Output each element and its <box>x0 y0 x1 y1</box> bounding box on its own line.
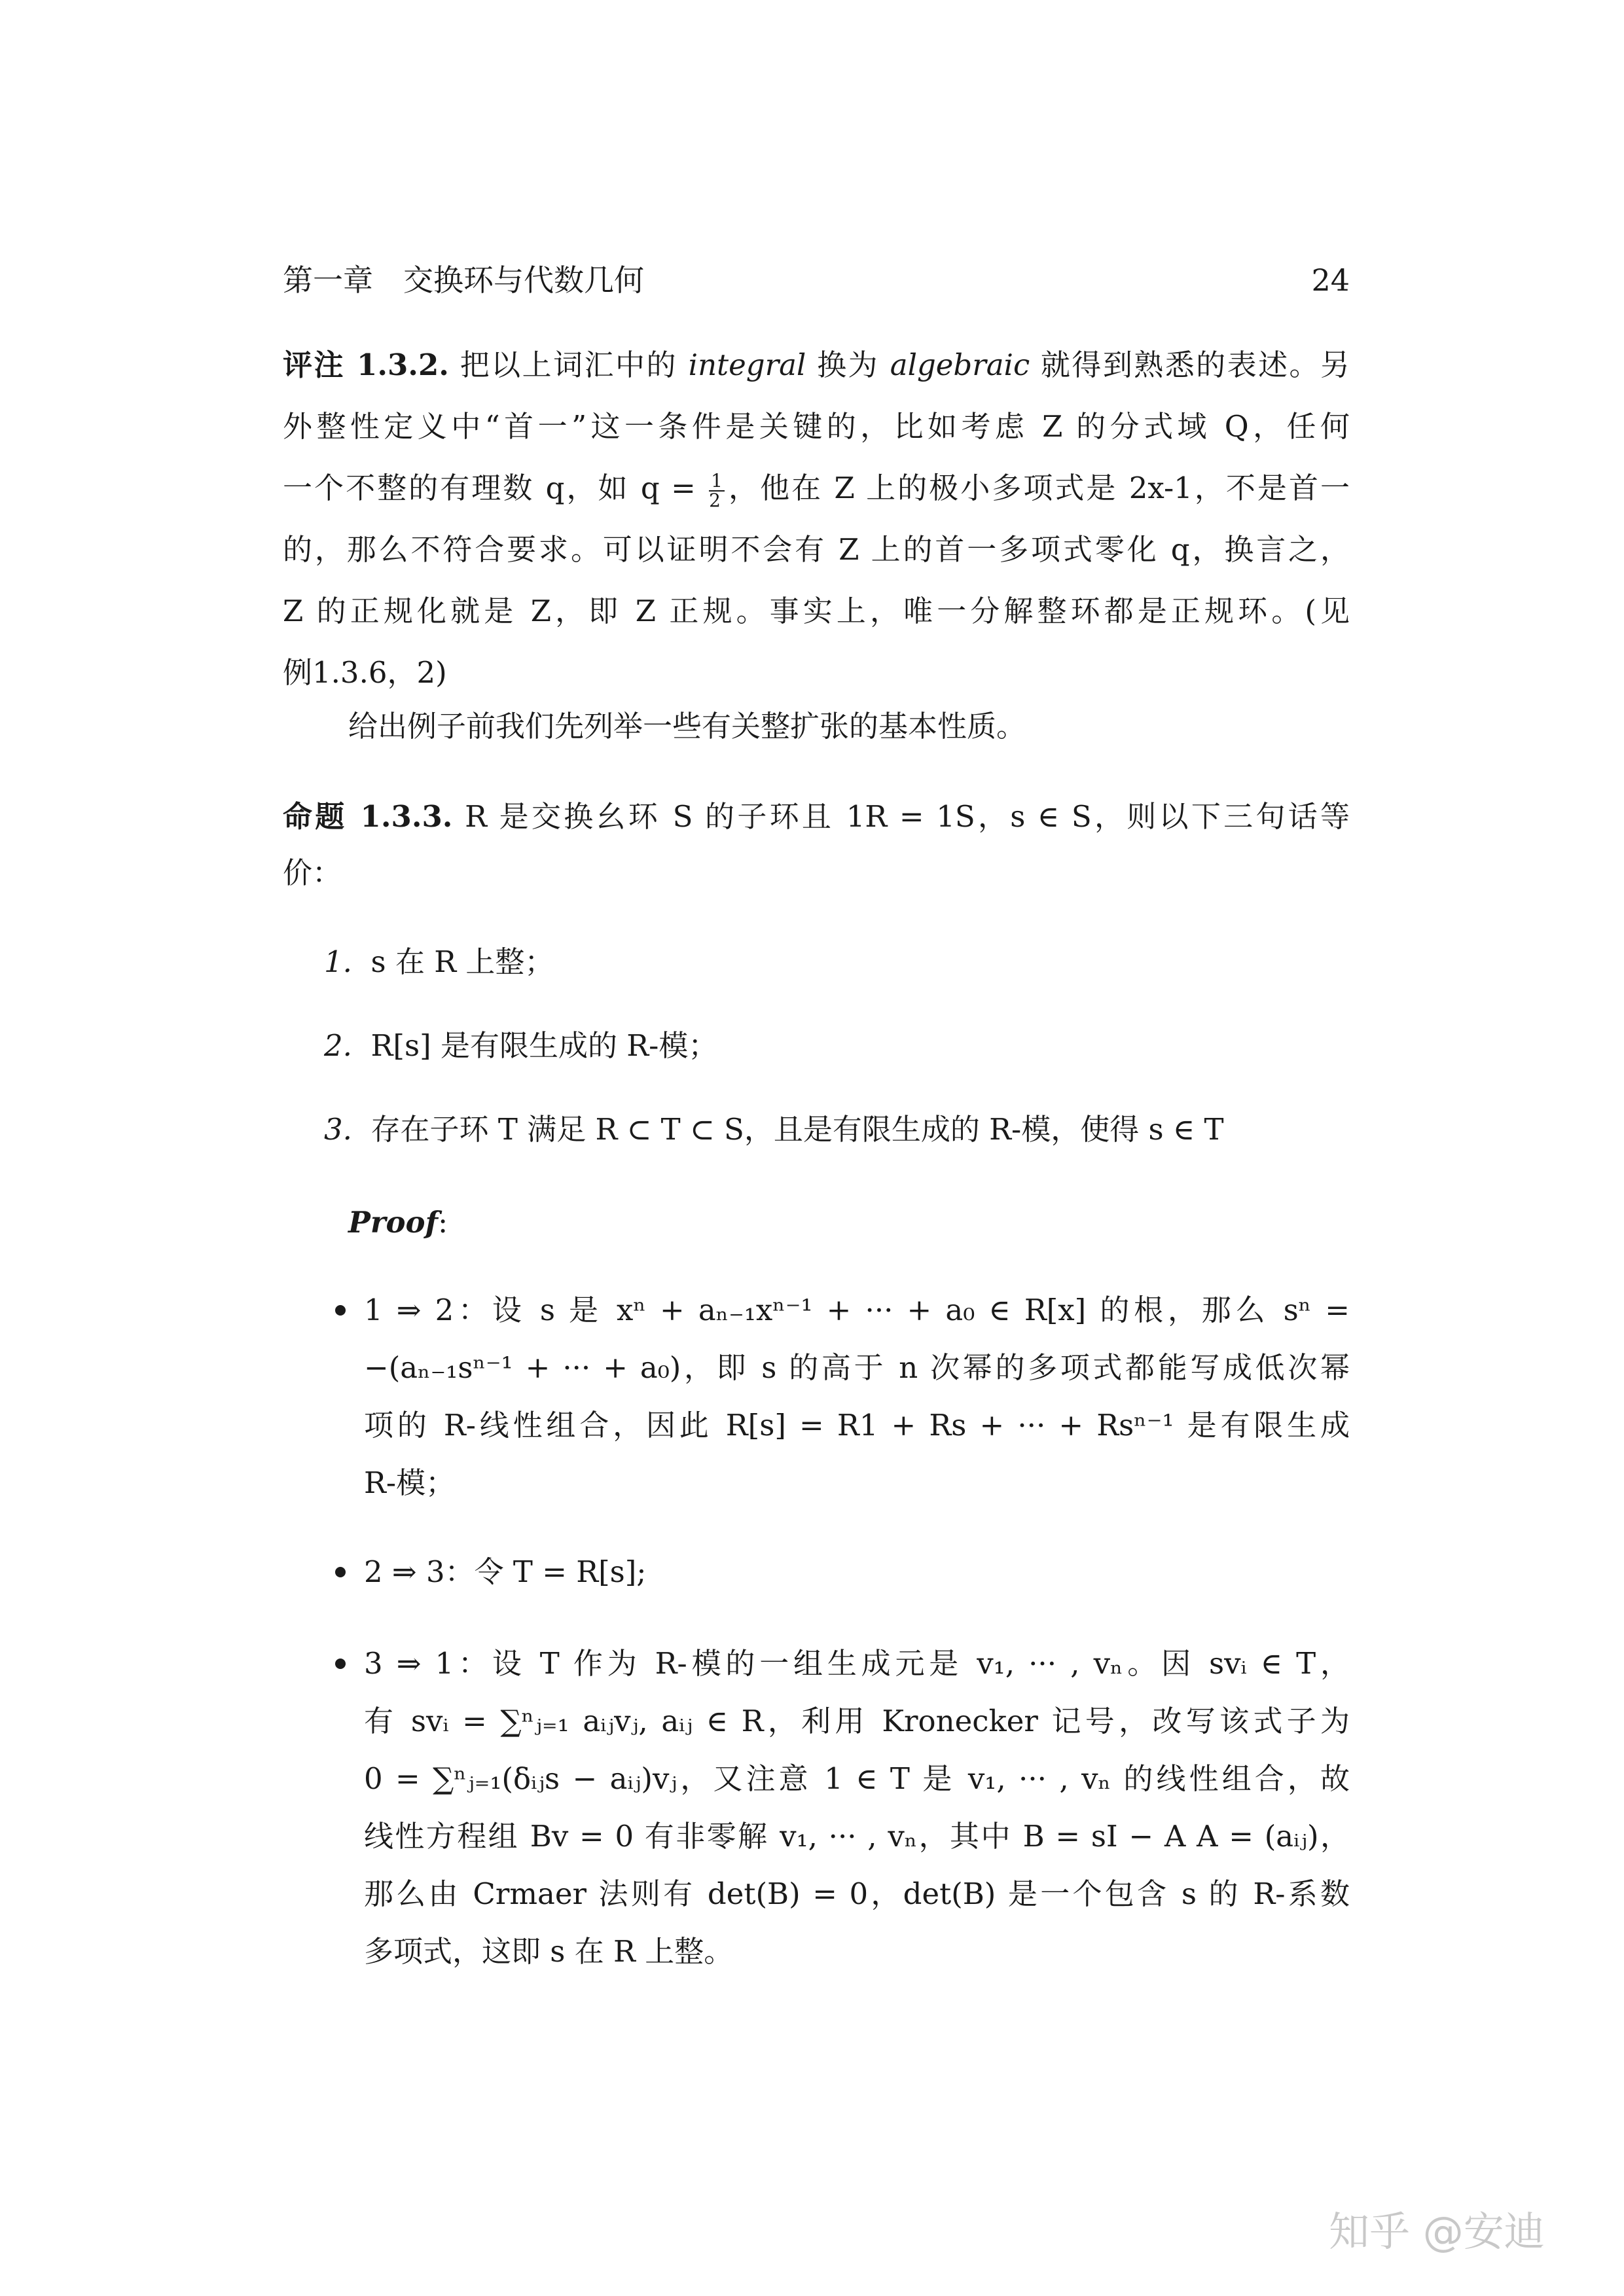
proof-b1-line-3: 项的 R-线性组合，因此 R[s] = R1 + Rs + ··· + Rsⁿ⁻¹ 是有限生成 <box>364 1408 1350 1443</box>
watermark: 知乎 @安迪 <box>1329 2208 1545 2255</box>
proof-b3-line-1: 3 ⇒ 1：设 T 作为 R-模的一组生成元是 v₁, ··· , vₙ。因 svᵢ ∈ T， <box>364 1646 1350 1681</box>
running-header-chapter: 第一章 交换环与代数几何 <box>283 262 644 298</box>
remark-label: 评注 1.3.2. <box>283 348 449 382</box>
page-number: 24 <box>1311 262 1350 298</box>
bullet-2 <box>335 1567 346 1577</box>
list-item-3: 3. 存在子环 T 满足 R ⊂ T ⊂ S，且是有限生成的 R-模，使得 s ∈ T <box>324 1112 1224 1147</box>
proof-b3-line-4: 线性方程组 Bv = 0 有非零解 v₁, ··· , vₙ，其中 B = sI − A A = (aᵢⱼ)， <box>364 1819 1350 1854</box>
list-item-1: 1. s 在 R 上整； <box>324 944 554 979</box>
list-item-2: 2. R[s] 是有限生成的 R-模； <box>324 1028 718 1063</box>
remark-line-5: Z 的正规化就是 Z，即 Z 正规。事实上，唯一分解整环都是正规环。(见 <box>283 594 1350 628</box>
proof-b3-line-6: 多项式，这即 s 在 R 上整。 <box>364 1934 734 1969</box>
proof-b3-line-3: 0 = ∑ⁿⱼ₌₁(δᵢⱼs − aᵢⱼ)vⱼ，又注意 1 ∈ T 是 v₁, ··· , vₙ 的线性组合，故 <box>364 1761 1350 1796</box>
remark-line-4: 的，那么不符合要求。可以证明不会有 Z 上的首一多项式零化 q，换言之， <box>283 532 1350 567</box>
term-algebraic: algebraic <box>890 348 1030 382</box>
proof-heading: Proof: <box>348 1205 448 1240</box>
remark-line-6: 例1.3.6，2) <box>283 655 447 690</box>
proof-b1-line-1: 1 ⇒ 2：设 s 是 xⁿ + aₙ₋₁xⁿ⁻¹ + ··· + a₀ ∈ R[x] 的根，那么 sⁿ = <box>364 1293 1350 1327</box>
proof-b2-line-1: 2 ⇒ 3：令 T = R[s]; <box>364 1554 647 1589</box>
remark-line-2: 外整性定义中“首一”这一条件是关键的，比如考虑 Z 的分式域 Q，任何 <box>283 409 1350 444</box>
proposition-label: 命题 1.3.3. <box>283 799 453 834</box>
proposition-line-1: 命题 1.3.3. R 是交换幺环 S 的子环且 1R = 1S，s ∈ S，则以下三句话等 <box>283 799 1350 834</box>
proposition-line-2: 价： <box>283 855 342 890</box>
proof-b1-line-4: R-模； <box>364 1465 456 1500</box>
proof-b3-line-5: 那么由 Crmaer 法则有 det(B) = 0，det(B) 是一个包含 s 的 R-系数 <box>364 1876 1350 1911</box>
remark-line-1: 评注 1.3.2. 把以上词汇中的 integral 换为 algebraic 就得到熟悉的表述。另 <box>283 348 1350 382</box>
bullet-3 <box>335 1659 346 1669</box>
bullet-1 <box>335 1305 346 1316</box>
remark-line-3: 一个不整的有理数 q，如 q = $\frac{1}{2}$ ，他在 Z 上的极小多项式是 2x-1，不是首一 <box>283 469 1350 511</box>
fraction-one-half: $\frac{1}{2}$ <box>709 472 725 510</box>
proof-b3-line-2: 有 svᵢ = ∑ⁿⱼ₌₁ aᵢⱼvⱼ, aᵢⱼ ∈ R，利用 Kronecker 记号，改写该式子为 <box>364 1704 1350 1738</box>
proof-b1-line-2: −(aₙ₋₁sⁿ⁻¹ + ··· + a₀)，即 s 的高于 n 次幂的多项式都能写成低次幂 <box>364 1350 1350 1385</box>
intro-paragraph: 给出例子前我们先列举一些有关整扩张的基本性质。 <box>348 709 1026 744</box>
term-integral: integral <box>688 348 806 382</box>
